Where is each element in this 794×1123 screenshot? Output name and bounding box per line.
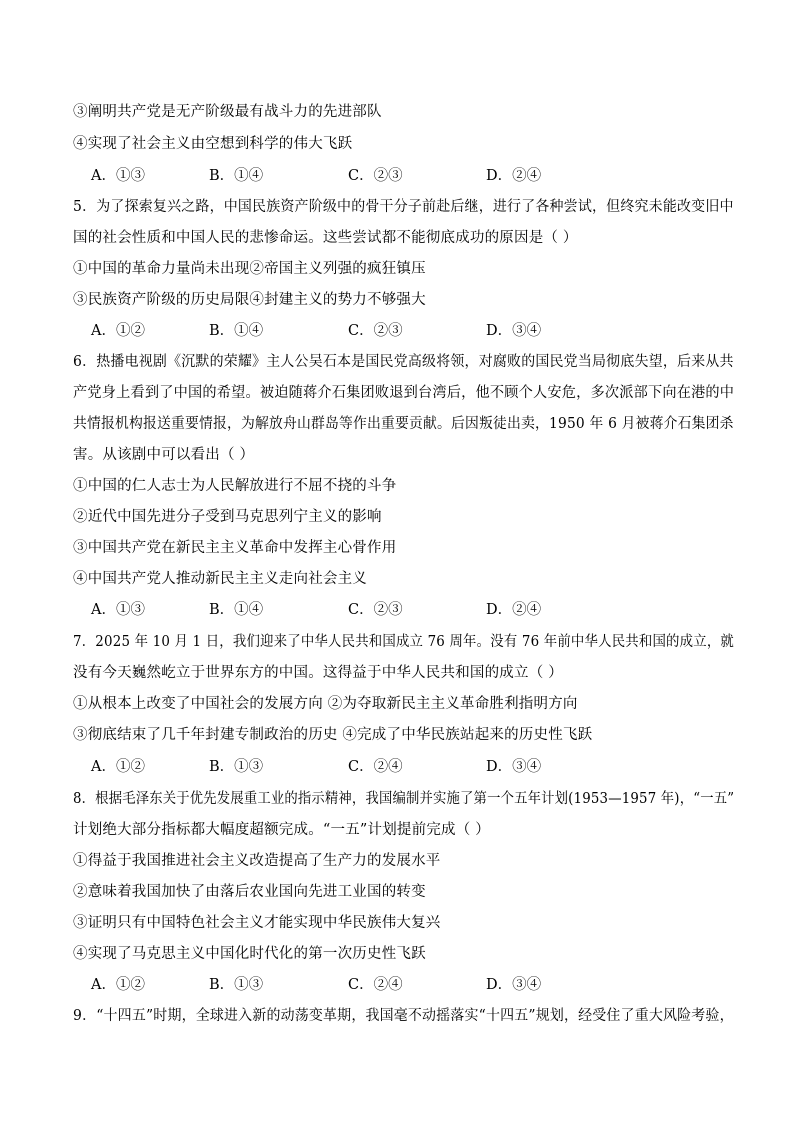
q5-option-d: D．③④ [486, 323, 542, 339]
q5-option-b: B．①④ [209, 323, 264, 339]
q8-statement-3: ③证明只有中国特色社会主义才能实现中华民族伟大复兴 [73, 915, 441, 931]
q8-option-c: C．②④ [348, 977, 403, 993]
q7-statements-2: ③彻底结束了几千年封建专制政治的历史 ④完成了中华民族站起来的历史性飞跃 [73, 727, 593, 743]
q7-option-a: A．①② [91, 759, 145, 775]
q5-option-c: C．②③ [348, 323, 403, 339]
q6-statement-4: ④中国共产党人推动新民主主义走向社会主义 [73, 571, 367, 587]
q9-stem-line-1: 9．“十四五”时期，全球进入新的动荡变革期，我国毫不动摇落实“十四五”规划，经受住了重大风险考验， [73, 1008, 734, 1024]
q7-option-c: C．②④ [348, 759, 403, 775]
q7-stem-line-2: 没有今天巍然屹立于世界东方的中国。这得益于中华人民共和国的成立（ ） [73, 665, 563, 681]
q7-stem-line-1: 7．2025 年 10 月 1 日，我们迎来了中华人民共和国成立 76 周年。没有 76 年前中华人民共和国的成立，就 [73, 634, 735, 650]
q4-option-b: B．①④ [209, 168, 264, 184]
q6-stem-line-3: 共情报机构报送重要情报，为解放舟山群岛等作出重要贡献。后因叛徒出卖，1950 年 6 月被蒋介石集团杀 [73, 416, 734, 432]
q6-option-b: B．①④ [209, 602, 264, 618]
q6-stem-line-4: 害。从该剧中可以看出（ ） [73, 447, 255, 463]
q6-statement-1: ①中国的仁人志士为人民解放进行不屈不挠的斗争 [73, 478, 397, 494]
q8-statement-4: ④实现了马克思主义中国化时代化的第一次历史性飞跃 [73, 946, 426, 962]
q4-statement-4: ④实现了社会主义由空想到科学的伟大飞跃 [73, 136, 353, 152]
q5-statements-1: ①中国的革命力量尚未出现②帝国主义列强的疯狂镇压 [73, 261, 426, 277]
q8-stem-line-2: 计划绝大部分指标都大幅度超额完成。“一五”计划提前完成（ ） [73, 822, 490, 838]
q8-option-a: A．①② [91, 977, 145, 993]
q5-stem-line-2: 国的社会性质和中国人民的悲惨命运。这些尝试都不能彻底成功的原因是（ ） [73, 230, 578, 246]
q6-stem-line-1: 6．热播电视剧《沉默的荣耀》主人公吴石本是国民党高级将领，对腐败的国民党当局彻底失望，后来从共 [73, 354, 734, 370]
q4-option-d: D．②④ [486, 168, 542, 184]
q7-statements-1: ①从根本上改变了中国社会的发展方向 ②为夺取新民主主义革命胜利指明方向 [73, 696, 578, 712]
q8-option-b: B．①③ [209, 977, 264, 993]
q6-option-a: A．①③ [91, 602, 145, 618]
q6-option-d: D．②④ [486, 602, 542, 618]
q6-option-c: C．②③ [348, 602, 403, 618]
q5-stem-line-1: 5．为了探索复兴之路，中国民族资产阶级中的骨干分子前赴后继，进行了各种尝试，但终究未能改变旧中 [73, 199, 734, 215]
q7-option-b: B．①③ [209, 759, 264, 775]
q8-statement-1: ①得益于我国推进社会主义改造提高了生产力的发展水平 [73, 853, 441, 869]
q6-stem-line-2: 产党身上看到了中国的希望。被迫随蒋介石集团败退到台湾后，他不顾个人安危，多次派部下向在港的中 [73, 385, 735, 401]
q7-option-d: D．③④ [486, 759, 542, 775]
q8-stem-line-1: 8．根据毛泽东关于优先发展重工业的指示精神，我国编制并实施了第一个五年计划(1953—1957 年)，“一五” [73, 791, 735, 807]
q5-option-a: A．①② [91, 323, 145, 339]
q8-statement-2: ②意味着我国加快了由落后农业国向先进工业国的转变 [73, 884, 426, 900]
q4-option-a: A．①③ [91, 168, 145, 184]
q5-statements-2: ③民族资产阶级的历史局限④封建主义的势力不够强大 [73, 292, 426, 308]
q6-statement-2: ②近代中国先进分子受到马克思列宁主义的影响 [73, 509, 382, 525]
q8-option-d: D．③④ [486, 977, 542, 993]
q6-statement-3: ③中国共产党在新民主主义革命中发挥主心骨作用 [73, 540, 397, 556]
q4-option-c: C．②③ [348, 168, 403, 184]
q4-statement-3: ③阐明共产党是无产阶级最有战斗力的先进部队 [73, 104, 382, 120]
